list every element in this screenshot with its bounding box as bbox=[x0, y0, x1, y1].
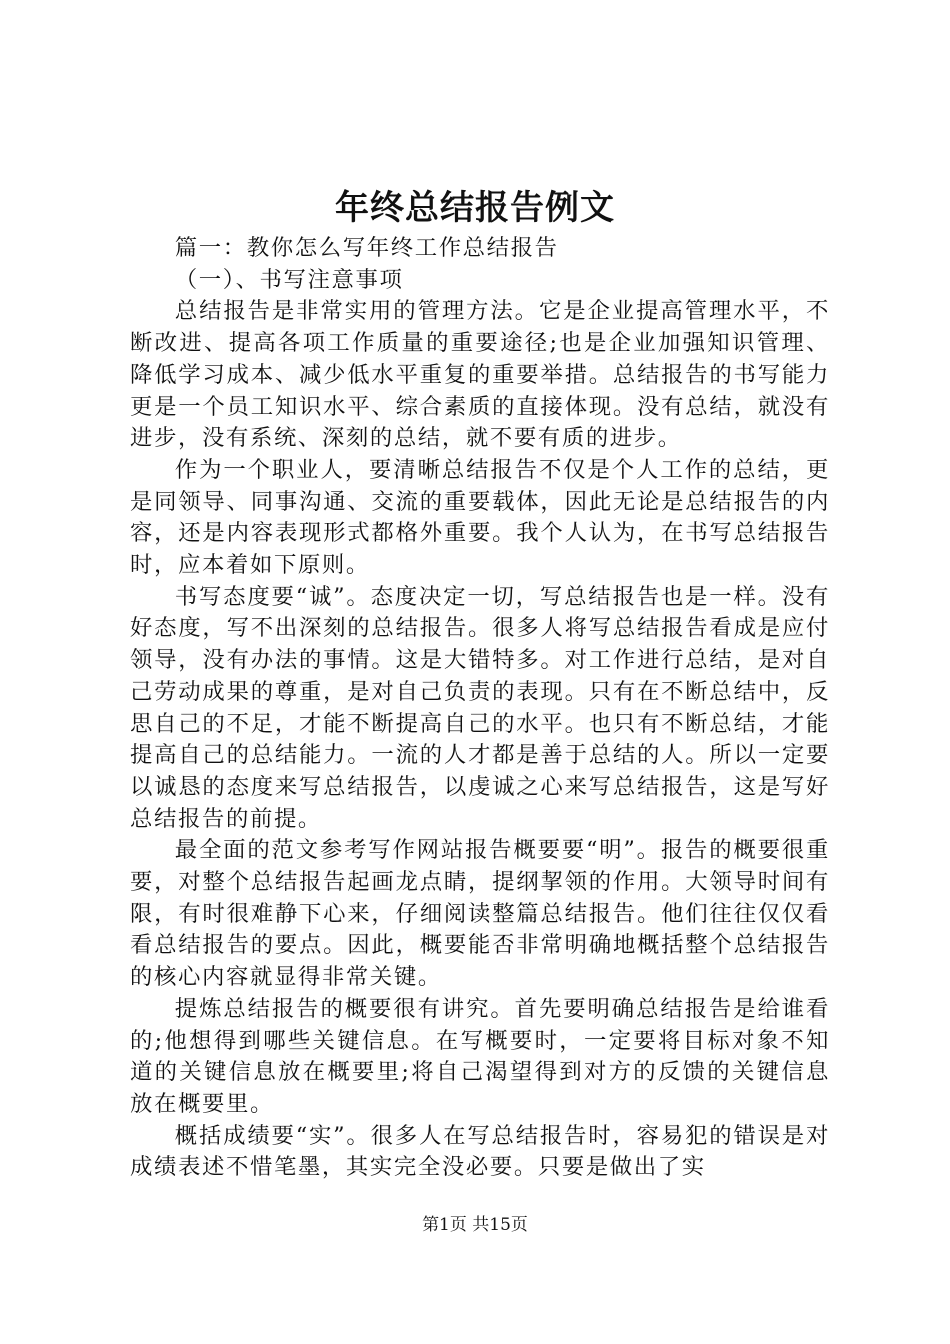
paragraph: 书写态度要“诚”。态度决定一切，写总结报告也是一样。没有好态度，写不出深刻的总结报告。很多人将写总结报告看成是应付领导，没有办法的事情。这是大错特多。对工作进行总结，是对自己劳动成果的尊重，是对自己负责的表现。只有在不断总结中，反思自己的不足，才能不断提高自己的水平。也只有不断总结，才能提高自己的总结能力。一流的人才都是善于总结的人。所以一定要以诚恳的态度来写总结报告，以虔诚之心来写总结报告，这是写好总结报告的前提。 bbox=[130, 583, 830, 832]
paragraph: 概括成绩要“实”。很多人在写总结报告时，容易犯的错误是对成绩表述不惜笔墨，其实完全没必要。只要是做出了实 bbox=[130, 1122, 830, 1181]
paragraph: 提炼总结报告的概要很有讲究。首先要明确总结报告是给谁看的;他想得到哪些关键信息。在写概要时，一定要将目标对象不知道的关键信息放在概要里;将自己渴望得到对方的反馈的关键信息放在概要里。 bbox=[130, 995, 830, 1117]
section-heading: （一）、书写注意事项 bbox=[174, 266, 404, 293]
paragraph: 作为一个职业人，要清晰总结报告不仅是个人工作的总结，更是同领导、同事沟通、交流的重要载体，因此无论是总结报告的内容，还是内容表现形式都格外重要。我个人认为，在书写总结报告时，应本着如下原则。 bbox=[130, 456, 830, 579]
document-body bbox=[130, 233, 830, 1184]
article-subtitle: 篇一：教你怎么写年终工作总结报告 bbox=[174, 235, 559, 261]
document-title: 年终总结报告例文 bbox=[335, 188, 615, 228]
paragraph: 总结报告是非常实用的管理方法。它是企业提高管理水平，不断改进、提高各项工作质量的重要途径;也是企业加强知识管理、降低学习成本、减少低水平重复的重要举措。总结报告的书写能力更是一个员工知识水平、综合素质的直接体现。没有总结，就没有进步，没有系统、深刻的总结，就不要有质的进步。 bbox=[130, 298, 830, 452]
paragraph: 最全面的范文参考写作网站报告概要要“明”。报告的概要很重要，对整个总结报告起画龙点睛，提纲挈领的作用。大领导时间有限，有时很难静下心来，仔细阅读整篇总结报告。他们往往仅仅看看总结报告的要点。因此，概要能否非常明确地概括整个总结报告的核心内容就显得非常关键。 bbox=[130, 837, 830, 991]
page-number-footer: 第1页 共15页 bbox=[422, 1215, 528, 1235]
